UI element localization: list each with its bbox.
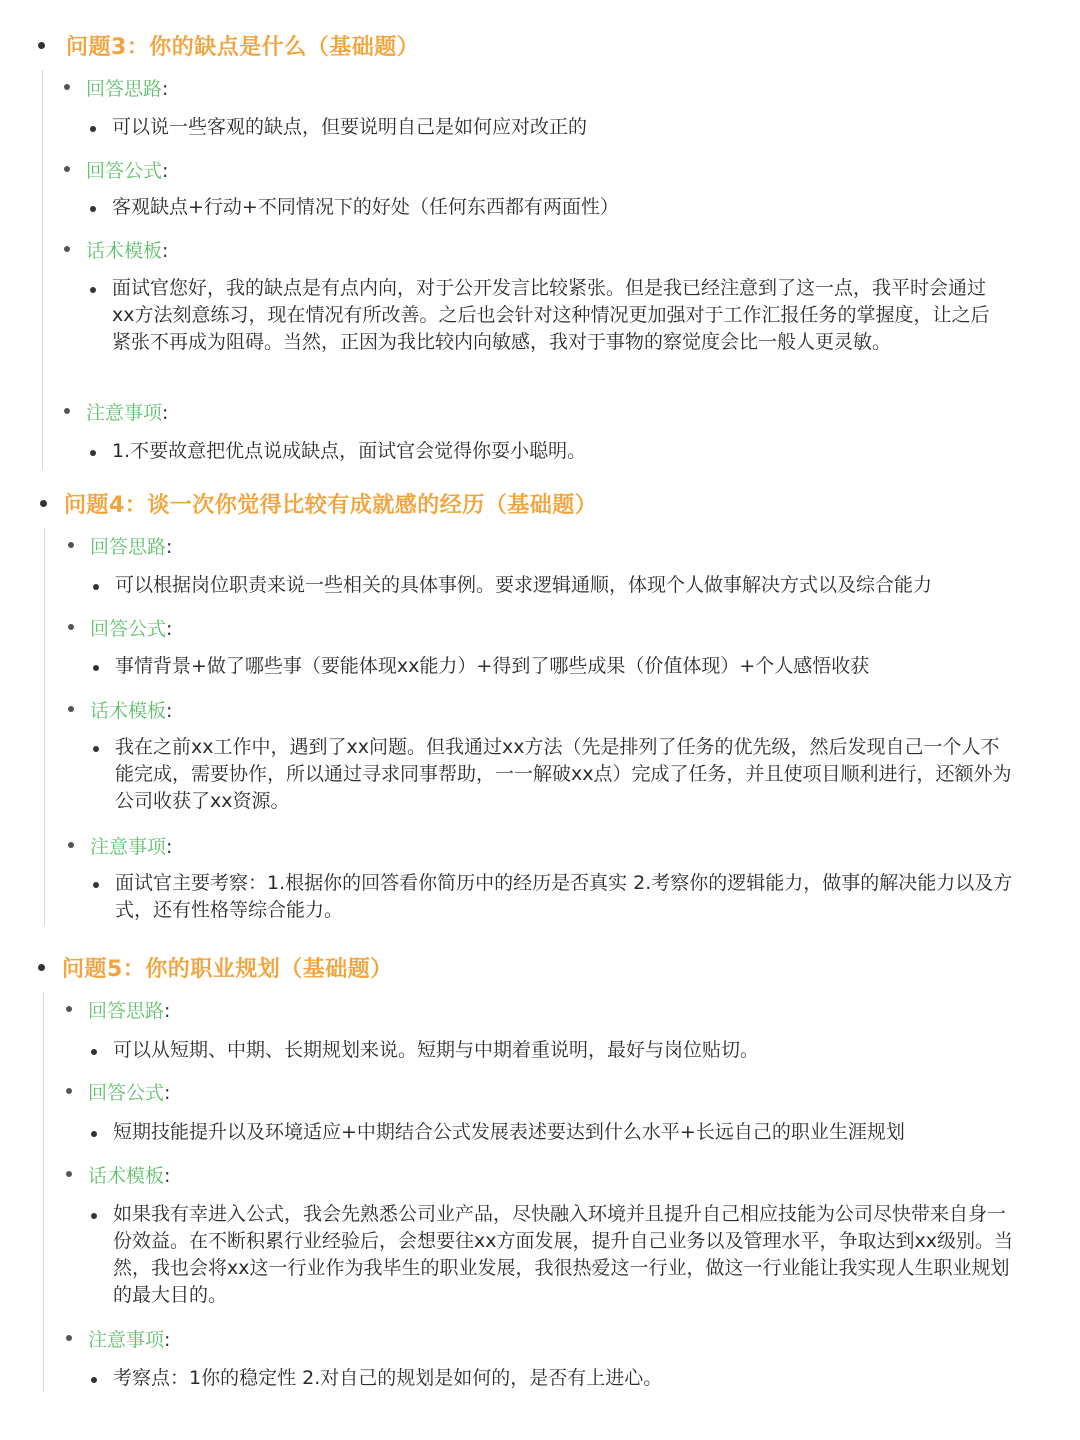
section-colon: : bbox=[164, 1165, 171, 1187]
indent-guide bbox=[43, 992, 44, 1392]
item-text: 可以根据岗位职责来说一些相关的具体事例。要求逻辑通顺，体现个人做事解决方式以及综合能力 bbox=[115, 574, 933, 596]
question-heading bbox=[0, 484, 1080, 524]
section-label: 注意事项 bbox=[88, 1329, 165, 1351]
bullet-icon bbox=[91, 1377, 97, 1383]
indent-guide bbox=[44, 528, 45, 926]
bullet-icon bbox=[64, 166, 70, 172]
item-text: 客观缺点+行动+不同情况下的好处（任何东西都有两面性） bbox=[112, 196, 619, 218]
bullet-icon bbox=[64, 408, 70, 414]
section-colon: : bbox=[166, 700, 173, 722]
item-text: 面试官您好，我的缺点是有点内向，对于公开发言比较紧张。但是我已经注意到了这一点，我平时会通过xx方法刻意练习，现在情况有所改善。之后也会针对这种情况更加强对于工作汇报任务的掌握度，让之后紧张不再成为阻碍。当然，正因为我比较内向敏感，我对于事物的察觉度会比一般人更灵敏。 bbox=[112, 277, 990, 353]
section-label: 注意事项 bbox=[86, 402, 163, 424]
bullet-icon bbox=[68, 706, 74, 712]
section-colon: : bbox=[164, 1329, 171, 1351]
item-text: 如果我有幸进入公式，我会先熟悉公司业产品，尽快融入环境并且提升自己相应技能为公司尽快带来自身一份效益。在不断积累行业经验后，会想要往xx方面发展，提升自己业务以及管理水平，争取达到xx级别。当然，我也会将xx这一行业作为我毕生的职业发展，我很热爱这一行业，做这一行业能让我实现人生职业规划的最大目的。 bbox=[113, 1203, 1013, 1306]
bullet-icon bbox=[38, 42, 45, 49]
question-4 bbox=[0, 484, 1080, 921]
question-title: 问题5：你的职业规划（基础题） bbox=[62, 957, 393, 982]
section-label: 回答思路 bbox=[90, 536, 167, 558]
section-label: 回答思路 bbox=[86, 78, 163, 100]
section-label: 回答思路 bbox=[88, 1000, 165, 1022]
question-title: 问题4：谈一次你觉得比较有成就感的经历（基础题） bbox=[64, 493, 598, 518]
section-colon: : bbox=[166, 618, 173, 640]
section-label: 话术模板 bbox=[90, 700, 167, 722]
item-text: 1.不要故意把优点说成缺点，面试官会觉得你耍小聪明。 bbox=[112, 440, 587, 462]
section-label: 注意事项 bbox=[90, 836, 167, 858]
section-label: 话术模板 bbox=[86, 240, 163, 262]
bullet-icon bbox=[91, 1049, 97, 1055]
bullet-icon bbox=[90, 126, 96, 132]
item-text: 事情背景+做了哪些事（要能体现xx能力）+得到了哪些成果（价值体现）+个人感悟收获 bbox=[115, 655, 870, 677]
section-label: 话术模板 bbox=[88, 1165, 165, 1187]
section-label: 回答公式 bbox=[88, 1082, 165, 1104]
item-text: 面试官主要考察：1.根据你的回答看你简历中的经历是否真实 2.考察你的逻辑能力，做事的解决能力以及方式，还有性格等综合能力。 bbox=[115, 872, 1013, 921]
bullet-icon bbox=[91, 1131, 97, 1137]
bullet-icon bbox=[93, 665, 99, 671]
question-3 bbox=[0, 26, 1080, 462]
bullet-icon bbox=[90, 450, 96, 456]
section-label: 回答公式 bbox=[86, 160, 163, 182]
question-heading bbox=[0, 948, 1080, 988]
section-colon: : bbox=[166, 836, 173, 858]
bullet-icon bbox=[93, 746, 99, 752]
item-text: 可以从短期、中期、长期规划来说。短期与中期着重说明，最好与岗位贴切。 bbox=[113, 1039, 760, 1061]
question-title: 问题3：你的缺点是什么（基础题） bbox=[66, 35, 420, 60]
section-colon: : bbox=[162, 160, 169, 182]
bullet-icon bbox=[66, 1088, 72, 1094]
section-colon: : bbox=[162, 78, 169, 100]
bullet-icon bbox=[66, 1171, 72, 1177]
section-colon: : bbox=[164, 1000, 171, 1022]
bullet-icon bbox=[38, 964, 45, 971]
item-text: 短期技能提升以及环境适应+中期结合公式发展表述要达到什么水平+长远自己的职业生涯规划 bbox=[113, 1121, 905, 1143]
bullet-icon bbox=[91, 1213, 97, 1219]
section-colon: : bbox=[162, 240, 169, 262]
bullet-icon bbox=[64, 246, 70, 252]
bullet-icon bbox=[66, 1006, 72, 1012]
bullet-icon bbox=[68, 624, 74, 630]
item-text: 可以说一些客观的缺点，但要说明自己是如何应对改正的 bbox=[112, 116, 588, 138]
bullet-icon bbox=[68, 542, 74, 548]
bullet-icon bbox=[90, 287, 96, 293]
section-colon: : bbox=[166, 536, 173, 558]
bullet-icon bbox=[68, 842, 74, 848]
indent-guide bbox=[42, 70, 43, 470]
section-colon: : bbox=[164, 1082, 171, 1104]
question-5 bbox=[0, 948, 1080, 1389]
bullet-icon bbox=[90, 206, 96, 212]
section-label: 回答公式 bbox=[90, 618, 167, 640]
bullet-icon bbox=[40, 500, 47, 507]
bullet-icon bbox=[66, 1335, 72, 1341]
bullet-icon bbox=[93, 584, 99, 590]
section-colon: : bbox=[162, 402, 169, 424]
bullet-icon bbox=[93, 882, 99, 888]
bullet-icon bbox=[64, 84, 70, 90]
question-heading bbox=[0, 26, 1080, 66]
item-text: 我在之前xx工作中，遇到了xx问题。但我通过xx方法（先是排列了任务的优先级，然后发现自己一个人不能完成，需要协作，所以通过寻求同事帮助，一一解破xx点）完成了任务，并且使项目顺利进行，还额外为公司收获了xx资源。 bbox=[115, 736, 1012, 812]
item-text: 考察点：1你的稳定性 2.对自己的规划是如何的，是否有上进心。 bbox=[113, 1367, 663, 1389]
